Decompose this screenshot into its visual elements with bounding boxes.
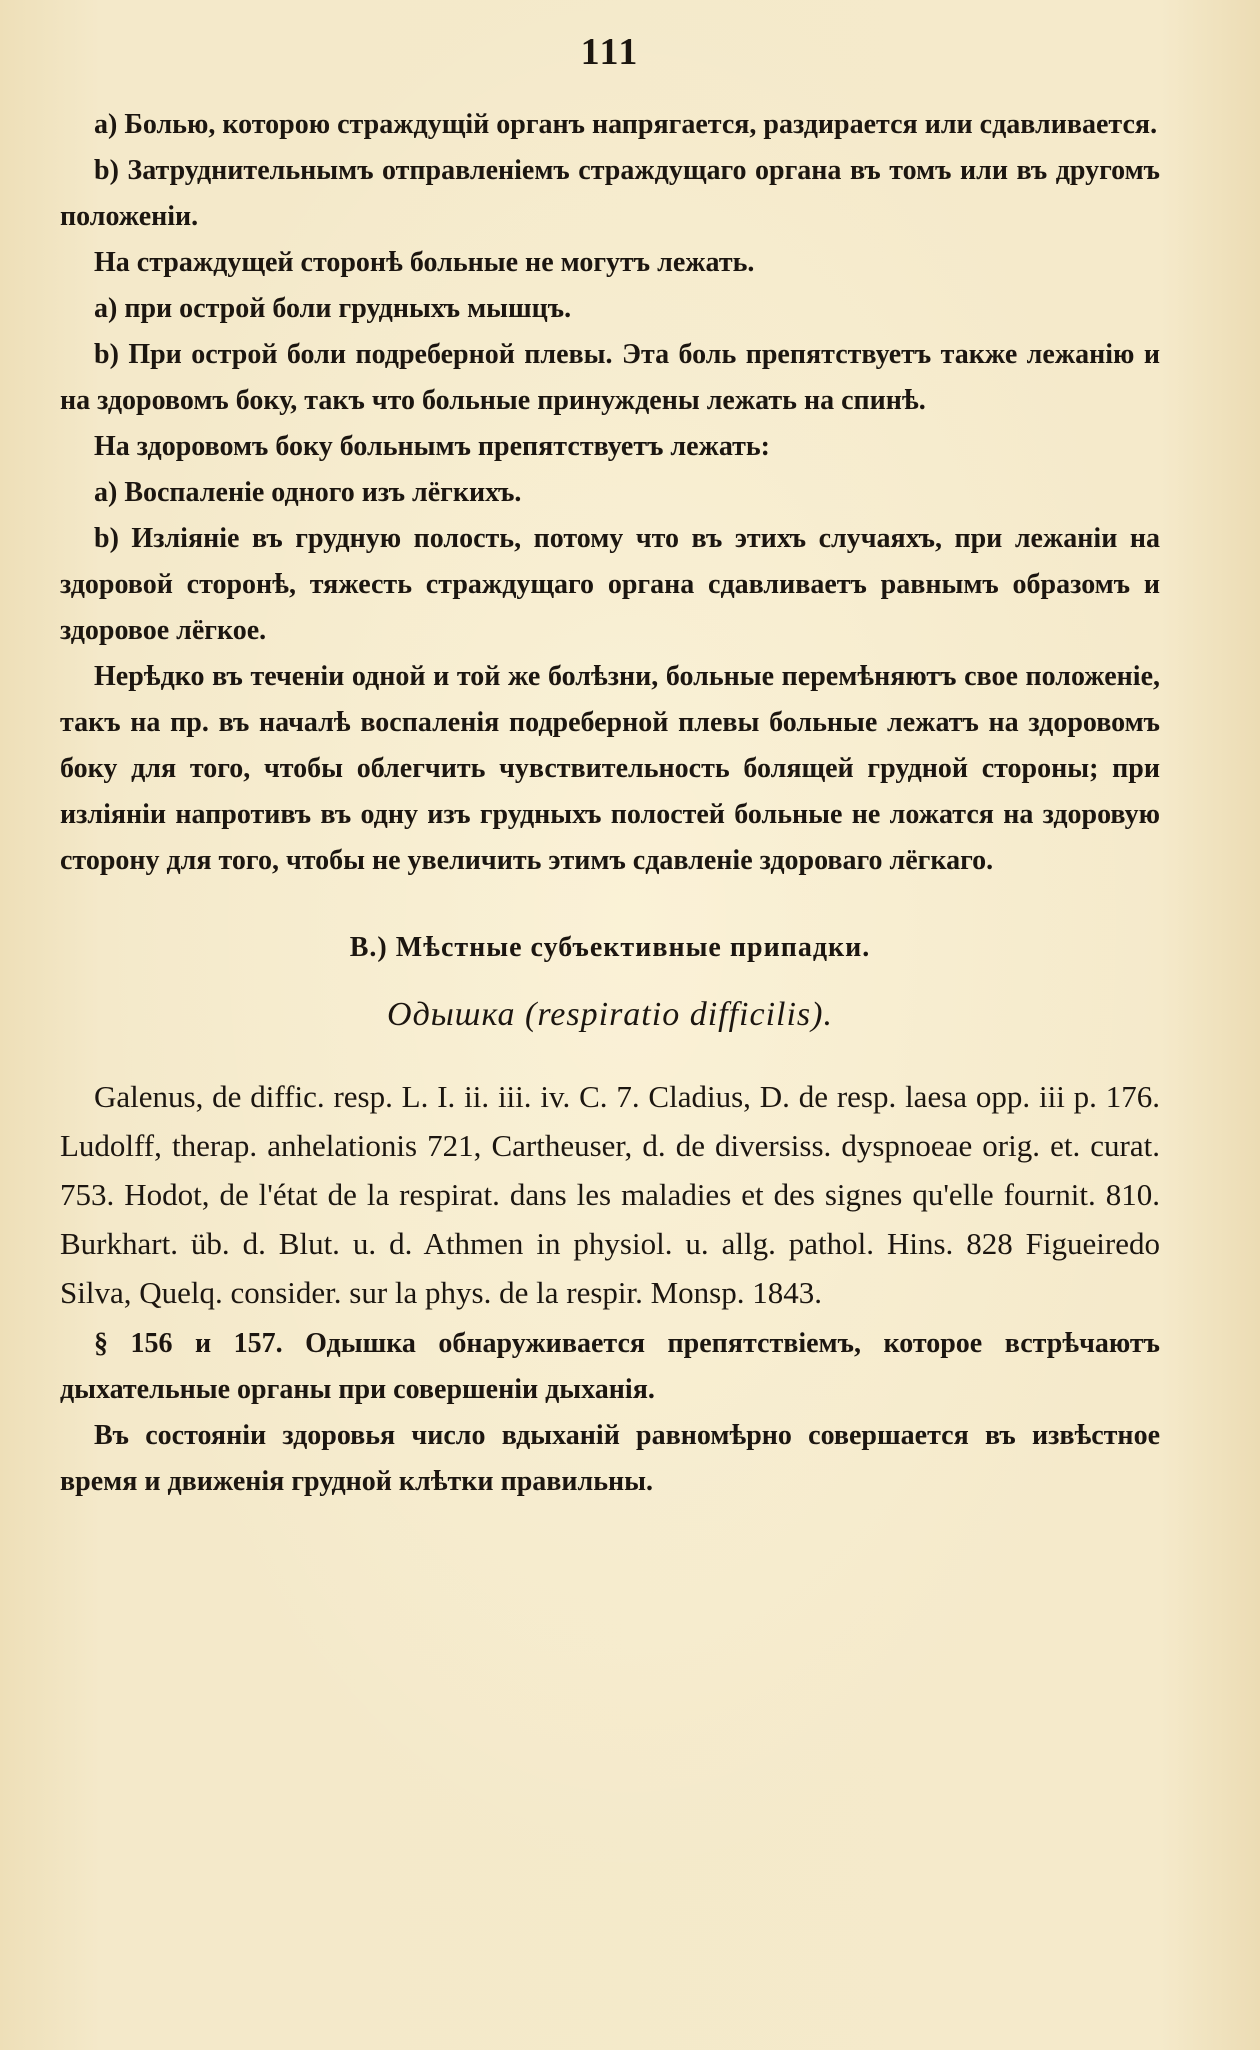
references-paragraph: Galenus, de diffic. resp. L. I. ii. iii. iv. C. 7. Cladius, D. de resp. laesa opp. iii p. 176. Ludolff, therap. anhelationis 721, Cartheuser, d. de diversiss. dyspnoeae orig. et. curat. 753. Hodot, de l'état de la respirat. dans les maladies et des signes qu'elle fournit. 810. Burkhart. üb. d. Blut. u. d. Athmen in physiol. u. allg. pathol. Hins. 828 Figueiredo Silva, Quelq. consider. sur la phys. de la respir. Monsp. 1843. bbox=[60, 1079, 1160, 1310]
paragraph: Въ состояніи здоровья число вдыханій равномѣрно совершается въ извѣстное время и движенія грудной клѣтки правильны. bbox=[60, 1420, 1160, 1497]
references-block bbox=[60, 1072, 1160, 1317]
paragraph: § 156 и 157. Одышка обнаруживается препятствіемъ, которое встрѣчаютъ дыхательные органы при совершеніи дыханія. bbox=[60, 1328, 1160, 1405]
paragraph: a) Болью, которою страждущій органъ напрягается, раздирается или сдавливается. bbox=[94, 109, 1158, 140]
text-block-top bbox=[60, 102, 1160, 884]
paragraph: a) при острой боли грудныхъ мышцъ. bbox=[94, 293, 572, 324]
paragraph: Нерѣдко въ теченіи одной и той же болѣзни, больные перемѣняютъ свое положеніе, такъ на пр. въ началѣ воспаленія подреберной плевы больные лежатъ на здоровомъ боку для того, чтобы облегчить чувствительность болящей грудной стороны; при изліяніи напротивъ въ одну изъ грудныхъ полостей больные не ложатся на здоровую сторону для того, чтобы не увеличить этимъ сдавленіе здороваго лёгкаго. bbox=[60, 661, 1160, 876]
paragraph: b) Затруднительнымъ отправленіемъ страждущаго органа въ томъ или въ другомъ положеніи. bbox=[60, 155, 1160, 232]
paragraph: a) Воспаленіе одного изъ лёгкихъ. bbox=[94, 477, 522, 508]
section-title: B.) Мѣстные субъективные припадки. bbox=[349, 932, 871, 963]
page-number: 111 bbox=[580, 31, 640, 73]
page-content bbox=[60, 30, 1160, 1505]
paragraph: b) Изліяніе въ грудную полость, потому что въ этихъ случаяхъ, при лежаніи на здоровой сторонѣ, тяжесть страждущаго органа сдавливаетъ равнымъ образомъ и здоровое лёгкое. bbox=[60, 523, 1160, 646]
subtitle: Одышка (respiratio difficilis). bbox=[387, 996, 833, 1033]
paragraph: b) При острой боли подреберной плевы. Эта боль препятствуетъ также лежанію и на здоровомъ боку, такъ что больные принуждены лежать на спинѣ. bbox=[60, 339, 1160, 416]
paragraph: На страждущей сторонѣ больные не могутъ лежать. bbox=[94, 247, 755, 278]
paragraph: На здоровомъ боку больнымъ препятствуетъ лежать: bbox=[94, 431, 770, 462]
text-block-bottom bbox=[60, 1321, 1160, 1505]
